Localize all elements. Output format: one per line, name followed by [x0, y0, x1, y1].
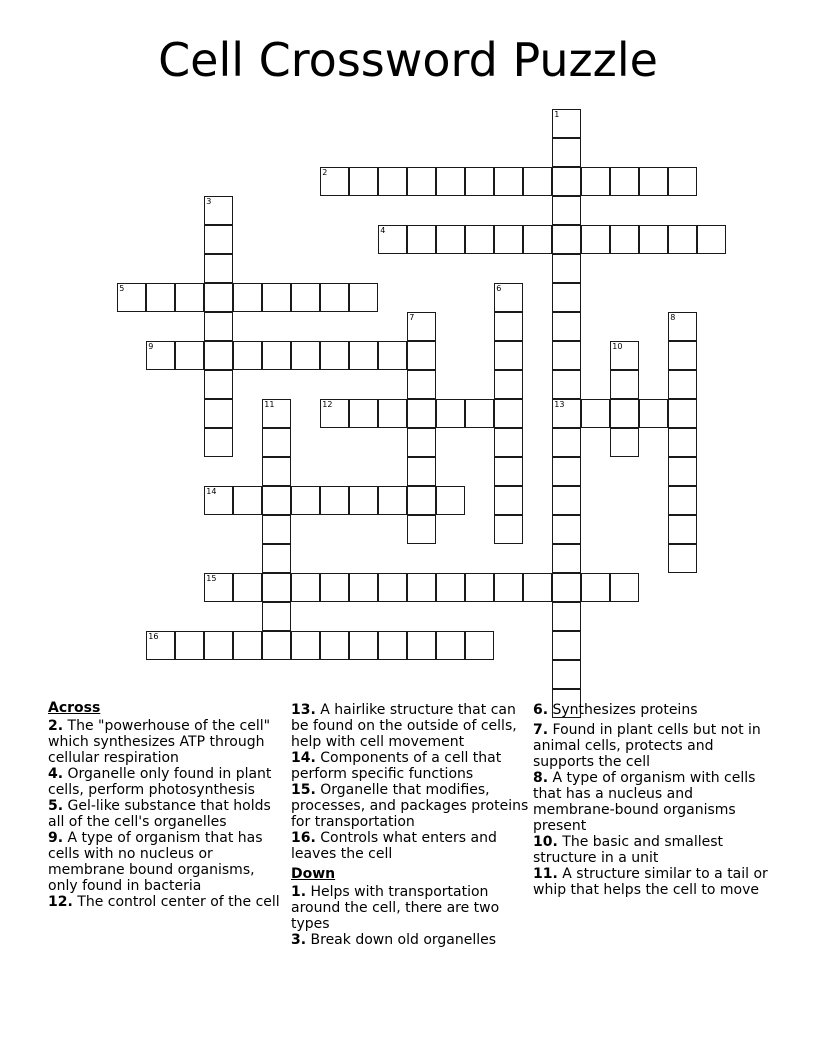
clue-number: 16. [291, 830, 316, 846]
clue-across-15 [291, 782, 531, 830]
grid-cell[interactable] [204, 399, 233, 428]
grid-cell[interactable] [117, 283, 146, 312]
grid-cell[interactable] [407, 225, 436, 254]
grid-cell[interactable] [204, 312, 233, 341]
grid-cell[interactable] [204, 196, 233, 225]
grid-cell[interactable] [552, 225, 581, 254]
grid-cell[interactable] [291, 341, 320, 370]
grid-cell[interactable] [552, 167, 581, 196]
clue-number-label: 11 [264, 400, 275, 410]
clue-number: 5. [48, 798, 64, 814]
grid-cell[interactable] [523, 167, 552, 196]
grid-cell[interactable] [262, 573, 291, 602]
clue-number: 14. [291, 750, 316, 766]
grid-cell[interactable] [668, 486, 697, 515]
grid-cell[interactable] [262, 283, 291, 312]
grid-cell[interactable] [552, 428, 581, 457]
grid-cell[interactable] [552, 399, 581, 428]
grid-cell[interactable] [146, 341, 175, 370]
grid-cell[interactable] [407, 370, 436, 399]
grid-cell[interactable] [233, 283, 262, 312]
grid-cell[interactable] [668, 225, 697, 254]
grid-cell[interactable] [552, 457, 581, 486]
clue-text: Synthesizes proteins [548, 702, 698, 718]
grid-cell[interactable] [552, 573, 581, 602]
grid-cell[interactable] [494, 428, 523, 457]
clue-text: Gel-like substance that holds all of the cell's organelles [48, 798, 271, 830]
clue-across-16 [291, 830, 531, 862]
grid-cell[interactable] [407, 428, 436, 457]
grid-cell[interactable] [204, 486, 233, 515]
clue-down-6 [533, 702, 773, 718]
clue-down-11 [533, 866, 773, 898]
grid-cell[interactable] [436, 573, 465, 602]
grid-cell[interactable] [610, 225, 639, 254]
grid-cell[interactable] [291, 486, 320, 515]
grid-cell[interactable] [494, 399, 523, 428]
grid-cell[interactable] [581, 573, 610, 602]
clue-number: 7. [533, 722, 549, 738]
page-title: Cell Crossword Puzzle [158, 33, 658, 87]
grid-cell[interactable] [378, 399, 407, 428]
grid-cell[interactable] [668, 428, 697, 457]
clue-number: 15. [291, 782, 316, 798]
grid-cell[interactable] [262, 341, 291, 370]
clue-down-10 [533, 834, 773, 866]
clue-number: 6. [533, 702, 549, 718]
grid-cell[interactable] [349, 341, 378, 370]
clue-number-label: 12 [322, 400, 333, 410]
clue-number: 4. [48, 766, 64, 782]
grid-cell[interactable] [668, 399, 697, 428]
clues-column-2 [291, 700, 531, 948]
grid-cell[interactable] [378, 631, 407, 660]
grid-cell[interactable] [465, 573, 494, 602]
clues-column-3 [533, 700, 773, 898]
grid-cell[interactable] [204, 283, 233, 312]
grid-cell[interactable] [175, 631, 204, 660]
clue-text: Found in plant cells but not in animal cells, protects and supports the cell [533, 722, 761, 770]
grid-cell[interactable] [407, 399, 436, 428]
clue-number-label: 15 [206, 574, 217, 584]
grid-cell[interactable] [668, 370, 697, 399]
grid-cell[interactable] [262, 544, 291, 573]
grid-cell[interactable] [552, 602, 581, 631]
grid-cell[interactable] [494, 457, 523, 486]
grid-cell[interactable] [552, 544, 581, 573]
clue-number: 8. [533, 770, 549, 786]
grid-cell[interactable] [349, 399, 378, 428]
grid-cell[interactable] [378, 341, 407, 370]
grid-cell[interactable] [465, 225, 494, 254]
grid-cell[interactable] [494, 370, 523, 399]
clue-number-label: 2 [322, 168, 328, 178]
grid-cell[interactable] [436, 399, 465, 428]
clues-column-1 [48, 700, 288, 910]
grid-cell[interactable] [233, 486, 262, 515]
grid-cell[interactable] [146, 283, 175, 312]
grid-cell[interactable] [204, 428, 233, 457]
grid-cell[interactable] [494, 283, 523, 312]
grid-cell[interactable] [407, 573, 436, 602]
grid-cell[interactable] [436, 631, 465, 660]
clue-number-label: 4 [380, 226, 386, 236]
clue-number-label: 10 [612, 342, 623, 352]
clue-number-label: 5 [119, 284, 125, 294]
clue-across-13 [291, 702, 531, 750]
grid-cell[interactable] [233, 341, 262, 370]
grid-cell[interactable] [668, 515, 697, 544]
grid-cell[interactable] [552, 486, 581, 515]
grid-cell[interactable] [552, 196, 581, 225]
grid-cell[interactable] [291, 573, 320, 602]
grid-cell[interactable] [581, 399, 610, 428]
grid-cell[interactable] [465, 167, 494, 196]
grid-cell[interactable] [639, 167, 668, 196]
grid-cell[interactable] [175, 283, 204, 312]
grid-cell[interactable] [494, 341, 523, 370]
clue-text: Organelle that modifies, processes, and packages proteins for transportation [291, 782, 529, 830]
grid-cell[interactable] [668, 457, 697, 486]
down-heading: Down [291, 866, 336, 882]
grid-cell[interactable] [320, 167, 349, 196]
clue-number-label: 16 [148, 632, 159, 642]
grid-cell[interactable] [320, 341, 349, 370]
clue-text: The basic and smallest structure in a unit [533, 834, 724, 866]
grid-cell[interactable] [552, 109, 581, 138]
grid-cell[interactable] [262, 457, 291, 486]
grid-cell[interactable] [552, 138, 581, 167]
clue-text: The control center of the cell [72, 894, 280, 910]
grid-cell[interactable] [610, 341, 639, 370]
grid-cell[interactable] [204, 341, 233, 370]
clue-number: 1. [291, 884, 307, 900]
grid-cell[interactable] [494, 167, 523, 196]
across-heading: Across [48, 700, 101, 716]
clue-across-5 [48, 798, 288, 830]
grid-cell[interactable] [697, 225, 726, 254]
grid-cell[interactable] [233, 573, 262, 602]
grid-cell[interactable] [668, 544, 697, 573]
grid-cell[interactable] [320, 573, 349, 602]
grid-cell[interactable] [349, 486, 378, 515]
clue-across-2 [48, 718, 288, 766]
clue-text: A structure similar to a tail or whip that helps the cell to move [533, 866, 768, 898]
grid-cell[interactable] [436, 225, 465, 254]
clue-across-4 [48, 766, 288, 798]
grid-cell[interactable] [378, 573, 407, 602]
grid-cell[interactable] [204, 370, 233, 399]
grid-cell[interactable] [610, 573, 639, 602]
grid-cell[interactable] [552, 370, 581, 399]
clue-down-3 [291, 932, 531, 948]
grid-cell[interactable] [378, 486, 407, 515]
clue-text: Organelle only found in plant cells, perform photosynthesis [48, 766, 272, 798]
clue-across-14 [291, 750, 531, 782]
clue-number-label: 9 [148, 342, 154, 352]
grid-cell[interactable] [349, 283, 378, 312]
grid-cell[interactable] [610, 370, 639, 399]
grid-cell[interactable] [204, 573, 233, 602]
grid-cell[interactable] [407, 312, 436, 341]
grid-cell[interactable] [262, 399, 291, 428]
grid-cell[interactable] [552, 341, 581, 370]
grid-cell[interactable] [465, 631, 494, 660]
grid-cell[interactable] [291, 283, 320, 312]
clue-number: 9. [48, 830, 64, 846]
grid-cell[interactable] [349, 631, 378, 660]
grid-cell[interactable] [465, 399, 494, 428]
grid-cell[interactable] [436, 486, 465, 515]
grid-cell[interactable] [581, 225, 610, 254]
grid-cell[interactable] [349, 167, 378, 196]
grid-cell[interactable] [668, 167, 697, 196]
clue-down-1 [291, 884, 531, 932]
grid-cell[interactable] [581, 167, 610, 196]
grid-cell[interactable] [204, 225, 233, 254]
clue-text: Break down old organelles [306, 932, 497, 948]
clue-text: A hairlike structure that can be found on the outside of cells, help with cell movement [291, 702, 517, 750]
grid-cell[interactable] [407, 341, 436, 370]
grid-cell[interactable] [378, 225, 407, 254]
grid-cell[interactable] [552, 312, 581, 341]
clue-text: A type of organism that has cells with no nucleus or membrane bound organisms, only found in bacteria [48, 830, 263, 894]
grid-cell[interactable] [639, 399, 668, 428]
grid-cell[interactable] [262, 428, 291, 457]
clue-number-label: 3 [206, 197, 212, 207]
clue-number: 2. [48, 718, 64, 734]
grid-cell[interactable] [668, 312, 697, 341]
clue-text: Helps with transportation around the cell, there are two types [291, 884, 500, 932]
grid-cell[interactable] [407, 515, 436, 544]
grid-cell[interactable] [262, 631, 291, 660]
clue-number: 12. [48, 894, 73, 910]
grid-cell[interactable] [494, 486, 523, 515]
clue-number-label: 1 [554, 110, 560, 120]
grid-cell[interactable] [552, 660, 581, 689]
clue-text: Components of a cell that perform specific functions [291, 750, 502, 782]
clue-number: 10. [533, 834, 558, 850]
grid-cell[interactable] [610, 167, 639, 196]
grid-cell[interactable] [291, 631, 320, 660]
grid-cell[interactable] [262, 486, 291, 515]
grid-cell[interactable] [262, 515, 291, 544]
grid-cell[interactable] [233, 631, 262, 660]
clue-text: The "powerhouse of the cell" which synthesizes ATP through cellular respiration [48, 718, 271, 766]
grid-cell[interactable] [407, 631, 436, 660]
clue-number-label: 14 [206, 487, 217, 497]
grid-cell[interactable] [407, 167, 436, 196]
clue-number: 3. [291, 932, 307, 948]
grid-cell[interactable] [146, 631, 175, 660]
grid-cell[interactable] [320, 631, 349, 660]
clue-number: 11. [533, 866, 558, 882]
clue-number-label: 13 [554, 400, 565, 410]
grid-cell[interactable] [610, 428, 639, 457]
grid-cell[interactable] [668, 341, 697, 370]
clue-text: A type of organism with cells that has a nucleus and membrane-bound organisms present [533, 770, 756, 834]
grid-cell[interactable] [552, 283, 581, 312]
grid-cell[interactable] [407, 457, 436, 486]
grid-cell[interactable] [349, 573, 378, 602]
clue-across-9 [48, 830, 288, 894]
grid-cell[interactable] [494, 573, 523, 602]
grid-cell[interactable] [175, 341, 204, 370]
grid-cell[interactable] [552, 254, 581, 283]
grid-cell[interactable] [204, 254, 233, 283]
grid-cell[interactable] [639, 225, 668, 254]
clue-number-label: 8 [670, 313, 676, 323]
clue-number-label: 7 [409, 313, 415, 323]
grid-cell[interactable] [436, 167, 465, 196]
grid-cell[interactable] [320, 399, 349, 428]
grid-cell[interactable] [204, 631, 233, 660]
grid-cell[interactable] [262, 602, 291, 631]
clue-down-7 [533, 722, 773, 770]
grid-cell[interactable] [552, 631, 581, 660]
grid-cell[interactable] [523, 573, 552, 602]
grid-cell[interactable] [320, 486, 349, 515]
grid-cell[interactable] [494, 312, 523, 341]
clue-across-12 [48, 894, 288, 910]
clue-number: 13. [291, 702, 316, 718]
grid-cell[interactable] [523, 225, 552, 254]
grid-cell[interactable] [407, 486, 436, 515]
grid-cell[interactable] [494, 515, 523, 544]
clue-number-label: 6 [496, 284, 502, 294]
grid-cell[interactable] [610, 399, 639, 428]
clue-down-8 [533, 770, 773, 834]
clue-text: Controls what enters and leaves the cell [291, 830, 497, 862]
grid-cell[interactable] [494, 225, 523, 254]
grid-cell[interactable] [320, 283, 349, 312]
grid-cell[interactable] [378, 167, 407, 196]
grid-cell[interactable] [552, 515, 581, 544]
